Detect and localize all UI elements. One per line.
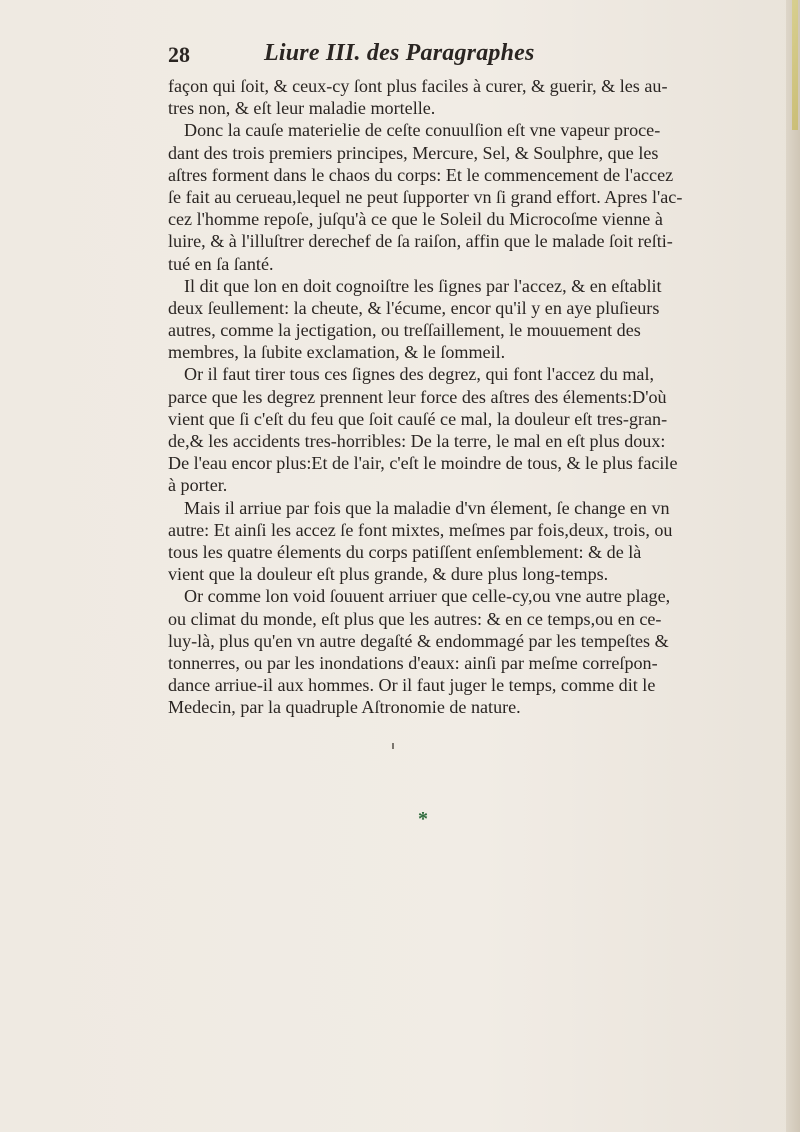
text-line: luire, & à l'illuſtrer derechef de ſa raiſon, affin que le malade ſoit reſti- — [168, 231, 673, 252]
text-line: Il dit que lon en doit cognoiſtre les ſignes par l'accez, & en eſtablit — [184, 275, 662, 296]
text-line: parce que les degrez prennent leur force des aſtres des élements:D'où — [168, 386, 667, 407]
text-line: Or comme lon void ſouuent arriuer que celle-cy,ou vne autre plage, — [184, 586, 671, 607]
text-line: Mais il arriue par fois que la maladie d'vn élement, ſe change en vn — [184, 497, 670, 518]
ink-speck — [392, 743, 394, 749]
body-text — [168, 75, 778, 718]
text-line: ſe fait au cerueau,lequel ne peut ſupporter vn ſi grand effort. Apres l'ac- — [168, 186, 683, 207]
text-line: tres non, & eſt leur maladie mortelle. — [168, 98, 436, 119]
text-line: vient que la douleur eſt plus grande, & dure plus long-temps. — [168, 564, 609, 585]
text-line: vient que ſi c'eſt du feu que ſoit cauſé ce mal, la douleur eſt tres-gran- — [168, 408, 668, 429]
text-line: aſtres forment dans le chaos du corps: Et le commencement de l'accez — [168, 164, 674, 185]
text-line: membres, la ſubite exclamation, & le ſommeil. — [168, 342, 506, 363]
page-edge — [786, 0, 800, 1132]
text-line: tous les quatre élements du corps patiſſent enſemblement: & de là — [168, 541, 642, 562]
text-line: dant des trois premiers principes, Mercure, Sel, & Soulphre, que les — [168, 142, 659, 163]
text-line: ou climat du monde, eſt plus que les autres: & en ce temps,ou en ce- — [168, 608, 662, 629]
running-head: Liure III. des Paragraphes — [264, 40, 535, 66]
text-line: de,& les accidents tres-horribles: De la terre, le mal en eſt plus doux: — [168, 431, 666, 451]
text-line: Or il faut tirer tous ces ſignes des degrez, qui font l'accez du mal, — [184, 364, 655, 385]
text-line: tué en ſa ſanté. — [168, 253, 274, 274]
text-line: cez l'homme repoſe, juſqu'à ce que le Soleil du Microcoſme vienne à — [168, 209, 663, 230]
text-line: autres, comme la jectigation, ou treſſaillement, le mouuement des — [168, 320, 641, 341]
text-line: deux ſeullement: la cheute, & l'écume, encor qu'il y en aye pluſieurs — [168, 297, 660, 318]
page-header — [168, 42, 788, 76]
text-line: Medecin, par la quadruple Aſtronomie de nature. — [168, 697, 521, 718]
text-line: à porter. — [168, 475, 228, 496]
text-line: autre: Et ainſi les accez ſe font mixtes, meſmes par fois,deux, trois, ou — [168, 519, 673, 540]
text-line: Donc la cauſe materielie de ceſte conuulſion eſt vne vapeur proce- — [184, 120, 661, 141]
printer-ornament: * — [418, 808, 428, 830]
page-number: 28 — [168, 42, 190, 67]
page-edge-tint — [792, 0, 798, 130]
text-line: luy-là, plus qu'en vn autre degaſté & endommagé par les tempeſtes & — [168, 630, 669, 651]
text-line: façon qui ſoit, & ceux-cy ſont plus faciles à curer, & guerir, & les au- — [168, 76, 668, 96]
text-line: tonnerres, ou par les inondations d'eaux: ainſi par meſme correſpon- — [168, 652, 658, 673]
text-line: dance arriue-il aux hommes. Or il faut juger le temps, comme dit le — [168, 675, 656, 696]
text-line: De l'eau encor plus:Et de l'air, c'eſt le moindre de tous, & le plus facile — [168, 453, 678, 474]
